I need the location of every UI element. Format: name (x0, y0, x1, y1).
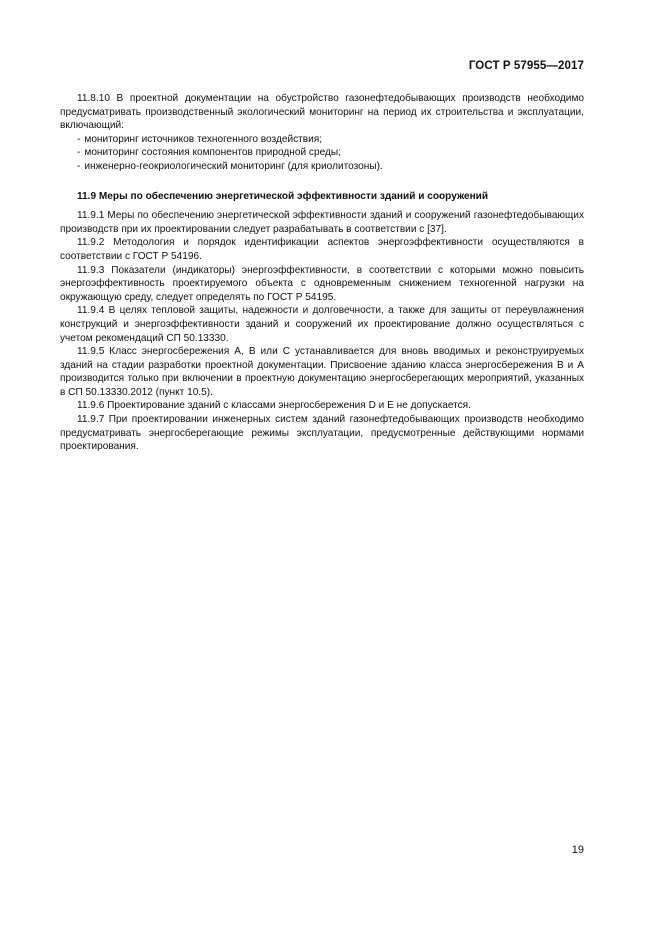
list-item: - мониторинг источников техногенного воздействия; (77, 133, 323, 145)
paragraph-11-9-5: 11.9.5 Класс энергосбережения А, В или С устанавливается для вновь вводимых и реконструируемых зданий на стадии разработки проектной документации. Присвоение зданию класса энергосбережения В и А производится только при включении в проектную документацию энергосберегающих мероприятий, указанных в СП 50.13330.2012 (пункт 10.5). (60, 346, 584, 398)
section-heading-11-9: 11.9 Меры по обеспечению энергетической эффективности зданий и сооружений (77, 190, 489, 202)
paragraph-11-9-2: 11.9.2 Методология и порядок идентификации аспектов энергоэффективности осуществляются в соответствии с ГОСТ Р 54196. (60, 237, 584, 262)
monitoring-list (60, 133, 584, 174)
paragraph-11-9-7: 11.9.7 При проектировании инженерных систем зданий газонефтедобывающих производств необходимо предусматривать энергосберегающие режимы эксплуатации, предусмотренные действующими нормами проектирования. (60, 414, 584, 453)
paragraph-11-9-3: 11.9.3 Показатели (индикаторы) энергоэффективности, в соответствии с которыми можно повысить энергоэффективность проектируемого объекта с одновременным снижением техногенной нагрузки на окружающую среду, следует определять по ГОСТ Р 54195. (60, 264, 584, 303)
document-body (60, 92, 584, 454)
document-header: ГОСТ Р 57955—2017 (468, 60, 584, 72)
paragraph-11-8-10: 11.8.10 В проектной документации на обустройство газонефтедобывающих производств необходимо предусматривать производственный экологический мониторинг на период их строительства и эксплуатации, включающий: (60, 93, 584, 132)
paragraph-11-9-1: 11.9.1 Меры по обеспечению энергетической эффективности зданий и сооружений газонефтедобывающих производств при их проектировании следует разрабатывать в соответствии с [37]. (60, 210, 584, 235)
paragraph-11-9-4: 11.9.4 В целях тепловой защиты, надежности и долговечности, а также для защиты от переувлажнения конструкций и энергоэффективности зданий и сооружений их проектирование должно осуществляться с учетом рекомендаций СП 50.13330. (60, 305, 584, 344)
list-item: - инженерно-геокриологический мониторинг (для криолитозоны). (77, 160, 383, 172)
paragraph-11-9-6: 11.9.6 Проектирование зданий с классами энергосбережения D и E не допускается. (77, 400, 471, 412)
page-number: 19 (571, 844, 584, 856)
list-item: - мониторинг состояния компонентов природной среды; (77, 147, 341, 159)
